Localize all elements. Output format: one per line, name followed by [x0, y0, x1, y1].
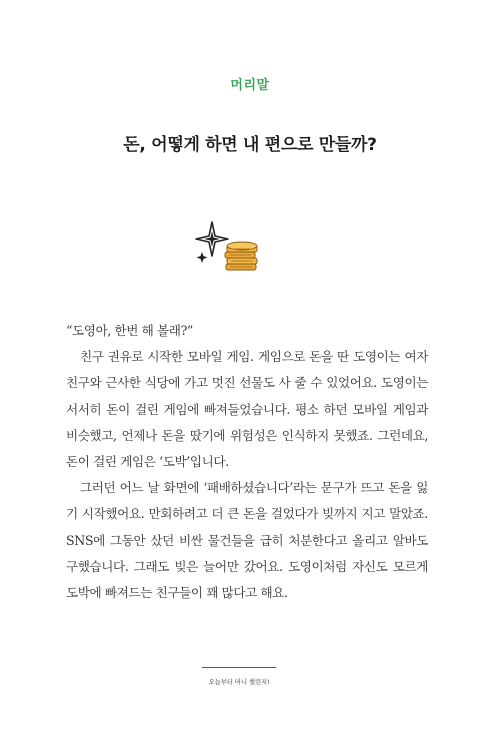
sparkle-coin-stack-icon: [192, 212, 266, 276]
running-footer: 오늘부터 머니 챌린지!: [208, 678, 270, 686]
coin-stack-icon: [225, 242, 257, 270]
body-text: [66, 318, 428, 606]
footer-divider: [202, 667, 276, 668]
page-title: 돈, 어떻게 하면 내 편으로 만들까?: [123, 135, 377, 155]
paragraph: “도영아, 한번 해 볼래?”: [66, 323, 193, 338]
section-label: 머리말: [230, 78, 270, 93]
paragraph: 친구 권유로 시작한 모바일 게임. 게임으로 돈을 딴 도영이는 여자 친구와 근사한 식당에 가고 멋진 선물도 사 줄 수 있었어요. 도영이는 서서히 돈이 걸린 게임에 빠져들었습니다. 평소 하던 모바일 게임과 비슷했고, 언제나 돈을 땄기에 위험성은 인식하지 못했죠. 그런데요, 돈이 걸린 게임은 ‘도박’입니다.: [66, 349, 428, 470]
sparkle-icon: [196, 222, 228, 263]
paragraph: 그러던 어느 날 화면에 ‘패배하셨습니다’라는 문구가 뜨고 돈을 잃기 시작했어요. 만회하려고 더 큰 돈을 걸었다가 빚까지 지고 말았죠. SNS에 그동안 샀던 비싼 물건들을 급히 처분한다고 올리고 알바도 구했습니다. 그래도 빚은 늘어만 갔어요. 도영이처럼 자신도 모르게 도박에 빠져드는 친구들이 꽤 많다고 해요.: [66, 480, 428, 601]
